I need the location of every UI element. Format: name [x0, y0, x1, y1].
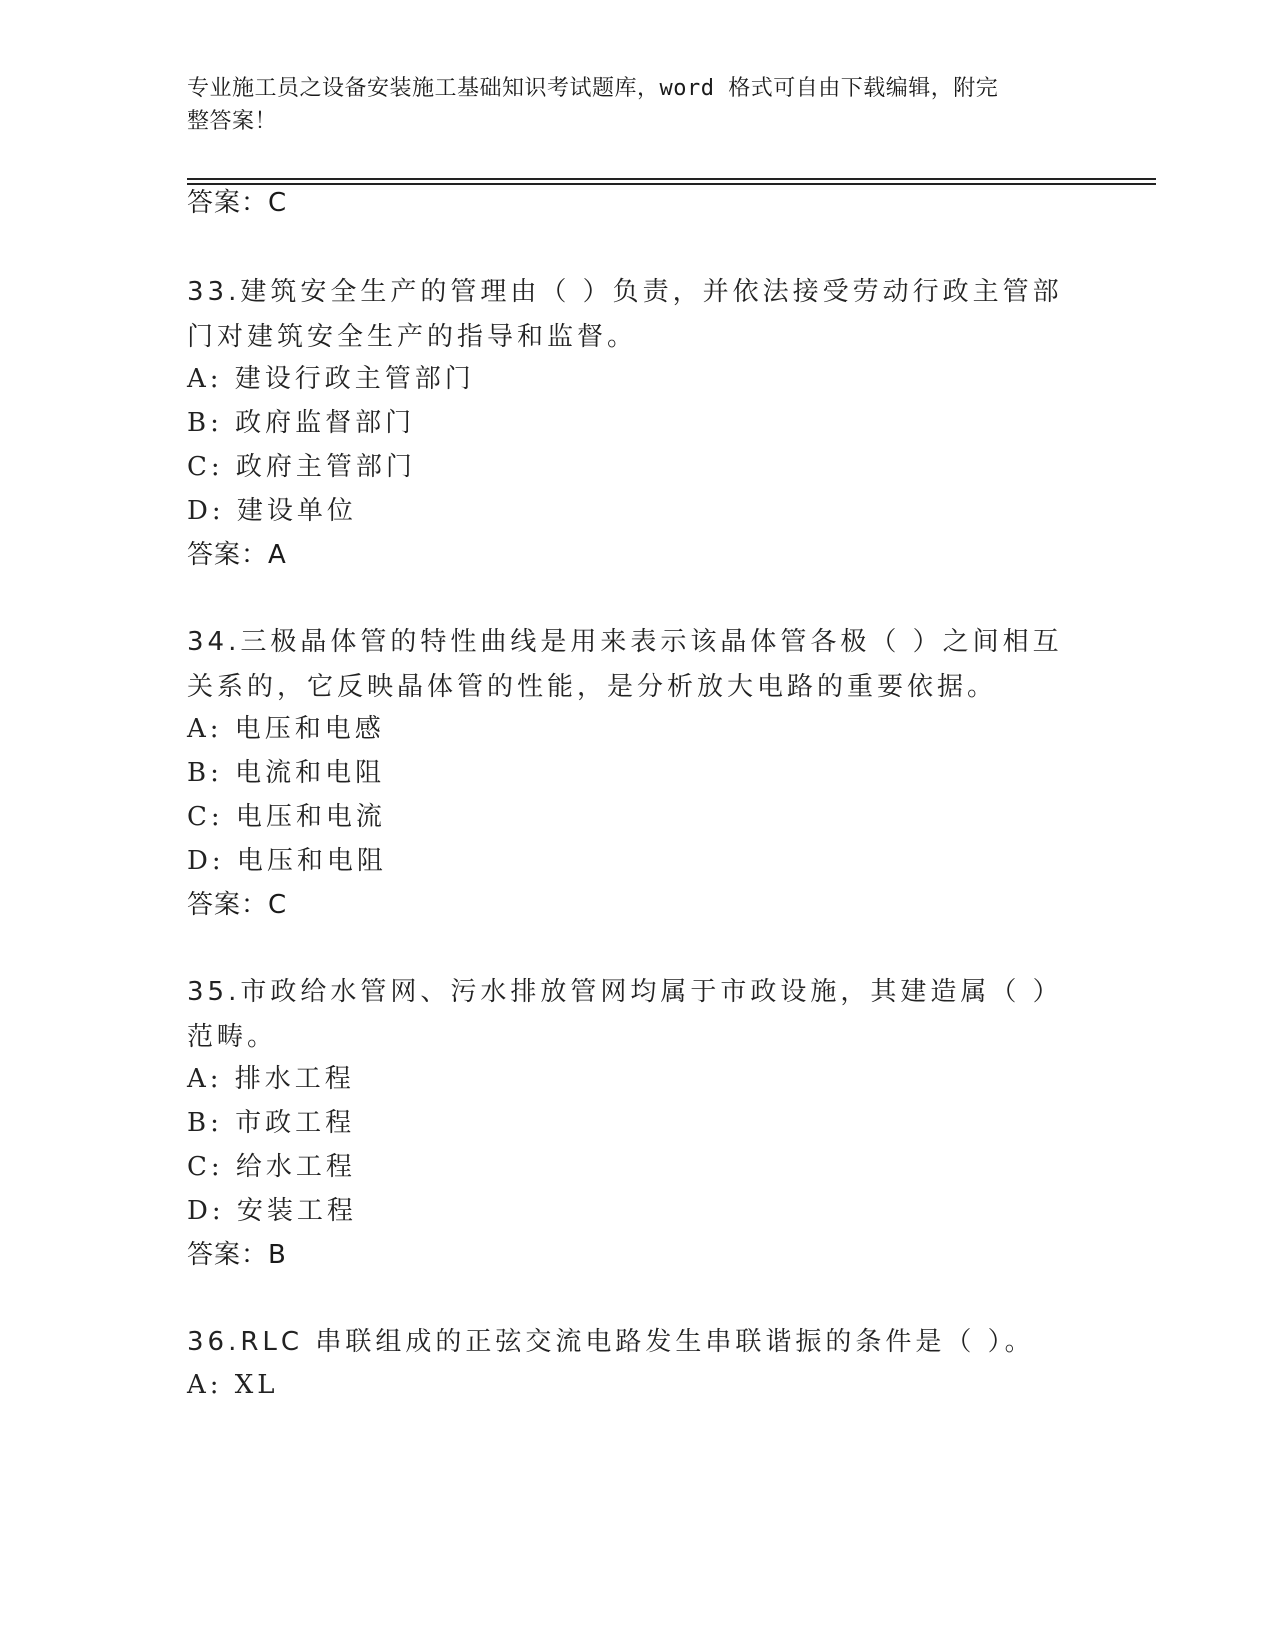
header-divider-top	[187, 178, 1156, 180]
option-a: A: XL	[187, 1370, 279, 1400]
answer-line: 答案：C	[187, 890, 288, 920]
question-text: 35.市政给水管网、污水排放管网均属于市政设施，其建造属（ ）范畴。	[187, 977, 1063, 1052]
option-d: D: 建设单位	[187, 496, 357, 526]
header-line-1: 专业施工员之设备安装施工基础知识考试题库，word 格式可自由下载编辑，附完	[187, 76, 999, 101]
option-c: C: 政府主管部门	[187, 452, 416, 482]
option-a: A: 电压和电感	[187, 714, 385, 744]
document-header	[187, 72, 1087, 138]
option-c: C: 电压和电流	[187, 802, 386, 832]
answer-line: 答案：C	[187, 188, 288, 218]
header-line-2: 整答案！	[187, 109, 278, 134]
option-d: D: 安装工程	[187, 1196, 357, 1226]
question-text: 36.RLC 串联组成的正弦交流电路发生串联谐振的条件是（ ）。	[187, 1327, 1035, 1357]
question-text: 34.三极晶体管的特性曲线是用来表示该晶体管各极（ ）之间相互关系的，它反映晶体管的性能，是分析放大电路的重要依据。	[187, 627, 1063, 702]
option-b: B: 市政工程	[187, 1108, 356, 1138]
option-b: B: 政府监督部门	[187, 408, 416, 438]
option-b: B: 电流和电阻	[187, 758, 386, 788]
answer-line: 答案：B	[187, 1240, 287, 1270]
option-d: D: 电压和电阻	[187, 846, 387, 876]
question-text: 33.建筑安全生产的管理由（ ）负责，并依法接受劳动行政主管部门对建筑安全生产的指导和监督。	[187, 277, 1063, 352]
option-a: A: 建设行政主管部门	[187, 364, 475, 394]
option-c: C: 给水工程	[187, 1152, 356, 1182]
option-a: A: 排水工程	[187, 1064, 355, 1094]
answer-line: 答案：A	[187, 540, 287, 570]
header-divider-bottom	[187, 183, 1156, 185]
